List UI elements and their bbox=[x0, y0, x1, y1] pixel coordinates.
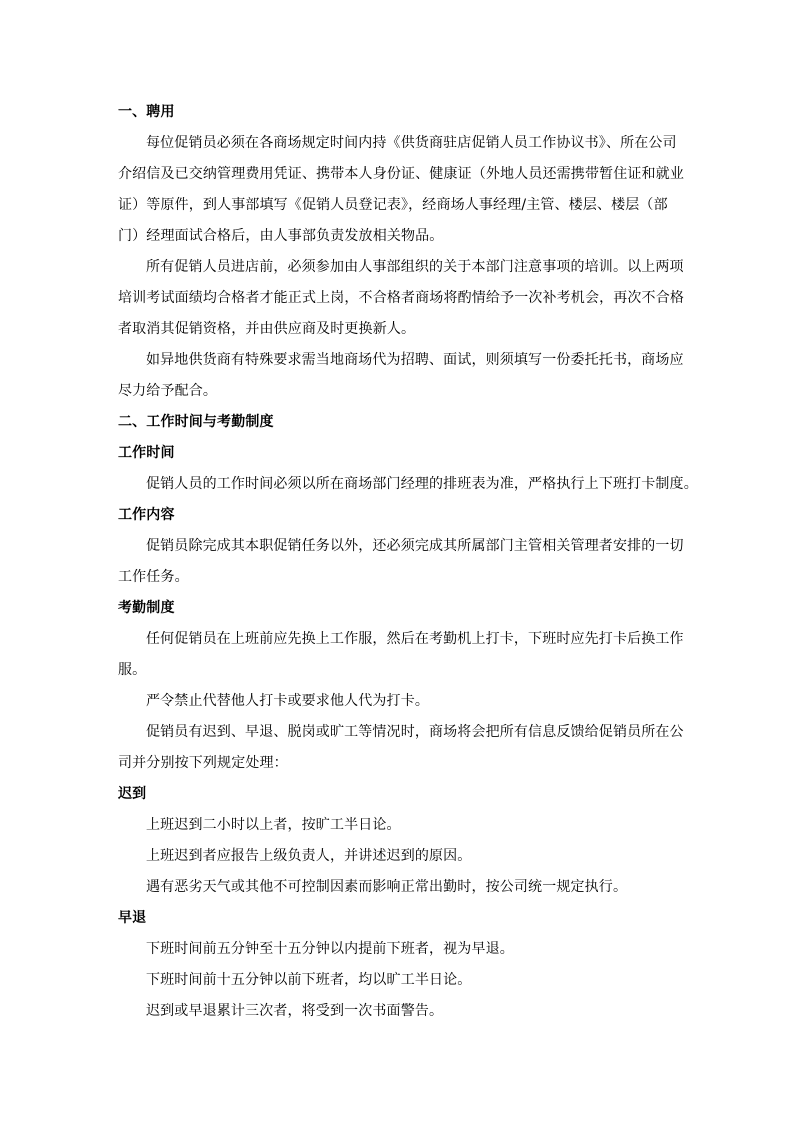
paragraph-line: 促销员有迟到、早退、脱岗或旷工等情况时，商场将会把所有信息反馈给促销员所在公 bbox=[146, 724, 684, 740]
paragraph-line: 上班迟到者应报告上级负责人，并讲述迟到的原因。 bbox=[146, 848, 472, 864]
paragraph-line: 上班迟到二小时以上者，按旷工半日论。 bbox=[146, 817, 401, 833]
subheading-attendance: 考勤制度 bbox=[118, 600, 175, 616]
paragraph-line: 尽力给予配合。 bbox=[118, 383, 218, 399]
paragraph-line: 下班时间前十五分钟以前下班者，均以旷工半日论。 bbox=[146, 972, 472, 988]
paragraph-line: 严令禁止代替他人打卡或要求他人代为打卡。 bbox=[146, 693, 429, 709]
section-2-heading: 二、工作时间与考勤制度 bbox=[118, 414, 274, 430]
paragraph-line: 服。 bbox=[118, 662, 147, 678]
paragraph-line: 工作任务。 bbox=[118, 569, 189, 585]
paragraph-line: 遇有恶劣天气或其他不可控制因素而影响正常出勤时，按公司统一规定执行。 bbox=[146, 879, 628, 895]
subheading-work-content: 工作内容 bbox=[118, 507, 175, 523]
paragraph-line: 证）等原件，到人事部填写《促销人员登记表》，经商场人事经理/主管、楼层、楼层（部 bbox=[118, 197, 668, 213]
subheading-early-leave: 早退 bbox=[118, 910, 147, 926]
paragraph-line: 所有促销人员进店前，必须参加由人事部组织的关于本部门注意事项的培训。以上两项 bbox=[146, 259, 684, 275]
paragraph-line: 促销员除完成其本职促销任务以外，还必须完成其所属部门主管相关管理者安排的一切 bbox=[146, 538, 684, 554]
paragraph-line: 下班时间前五分钟至十五分钟以内提前下班者，视为早退。 bbox=[146, 941, 514, 957]
subheading-late: 迟到 bbox=[118, 786, 147, 802]
paragraph-line: 如异地供货商有特殊要求需当地商场代为招聘、面试，则须填写一份委托托书，商场应 bbox=[146, 352, 684, 368]
paragraph-line: 门）经理面试合格后，由人事部负责发放相关物品。 bbox=[118, 228, 444, 244]
paragraph-line: 介绍信及已交纳管理费用凭证、携带本人身份证、健康证（外地人员还需携带暂住证和就业 bbox=[118, 166, 684, 182]
paragraph-line: 迟到或早退累计三次者，将受到一次书面警告。 bbox=[146, 1003, 444, 1019]
paragraph-line: 司并分别按下列规定处理： bbox=[118, 755, 288, 771]
paragraph-line: 每位促销员必须在各商场规定时间内持《供货商驻店促销人员工作协议书》、所在公司 bbox=[146, 135, 677, 151]
paragraph-line: 任何促销员在上班前应先换上工作服，然后在考勤机上打卡，下班时应先打卡后换工作 bbox=[146, 631, 684, 647]
paragraph-line: 者取消其促销资格，并由供应商及时更换新人。 bbox=[118, 321, 416, 337]
paragraph-line: 培训考试面绩均合格者才能正式上岗，不合格者商场将酌情给予一次补考机会，再次不合格 bbox=[118, 290, 684, 306]
paragraph-line: 促销人员的工作时间必须以所在商场部门经理的排班表为准，严格执行上下班打卡制度。 bbox=[146, 476, 698, 492]
subheading-work-time: 工作时间 bbox=[118, 445, 175, 461]
section-1-heading: 一、聘用 bbox=[118, 104, 175, 120]
